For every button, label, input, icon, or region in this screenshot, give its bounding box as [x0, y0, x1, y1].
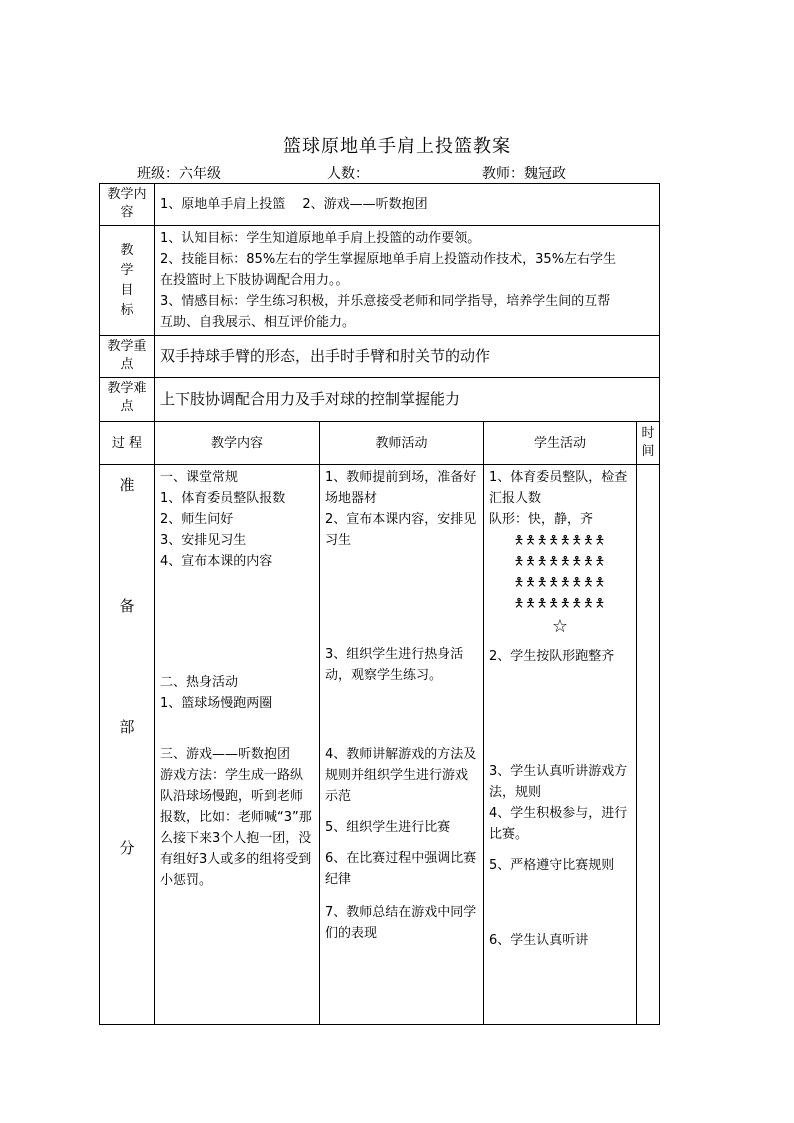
list-item: 1、体育委员整队报数 [160, 491, 286, 506]
formation-row: 🯅🯅🯅🯅🯅🯅🯅🯅 [513, 533, 607, 547]
goal-line: 1、认知目标：学生知道原地单手肩上投篮的动作要领。 [160, 231, 481, 246]
student-column [484, 465, 637, 1025]
section-label: 准 备 部 分 [100, 465, 155, 1025]
content-column [155, 465, 320, 1025]
formation-row: 🯅🯅🯅🯅🯅🯅🯅🯅 [513, 596, 607, 610]
goal-line: 2、技能目标：85%左右的学生掌握原地单手肩上投篮动作技术，35%左右学生 [160, 252, 617, 267]
content-text: 1、原地单手肩上投篮 2、游戏——听数抱团 [155, 184, 660, 226]
list-item: 4、教师讲解游戏的方法及规则并组织学生进行游戏示范 [325, 747, 477, 804]
game-description: 游戏方法：学生成一路纵队沿球场慢跑，听到老师报数，比如：老师喊“3”那么接下来3个人抱一团，没有组好3人或多的组将受到小惩罚。 [160, 768, 312, 888]
star-outline-icon: ☆ [551, 616, 569, 637]
list-item: 3、组织学生进行热身活动，观察学生练习。 [325, 647, 464, 683]
list-item: 1、教师提前到场，准备好场地器材 [325, 470, 477, 506]
header-content: 教学内容 [155, 422, 320, 465]
lesson-plan-table [99, 183, 660, 1025]
difficulty-label: 教学难点 [100, 378, 155, 422]
header-teacher: 教师活动 [320, 422, 484, 465]
time-column [637, 465, 660, 1025]
difficulty-text: 上下肢协调配合用力及手对球的控制掌握能力 [155, 378, 660, 422]
header-process: 过 程 [100, 422, 155, 465]
header-time: 时间 [637, 422, 660, 465]
key-point-text: 双手持球手臂的形态，出手时手臂和肘关节的动作 [155, 336, 660, 378]
preparation-row [100, 465, 660, 1025]
list-item: 2、师生问好 [160, 512, 234, 527]
list-item: 5、严格遵守比赛规则 [489, 858, 615, 873]
goals-row [100, 226, 660, 336]
difficulty-row [100, 378, 660, 422]
formation-row: 🯅🯅🯅🯅🯅🯅🯅🯅 [513, 575, 607, 589]
formation-row: 🯅🯅🯅🯅🯅🯅🯅🯅 [513, 554, 607, 568]
list-item: 2、宣布本课内容，安排见习生 [325, 512, 477, 548]
list-item: 一、课堂常规 [160, 470, 239, 485]
goals-label: 教 学 目 标 [100, 226, 155, 336]
list-item: 4、宣布本课的内容 [160, 554, 273, 569]
list-item: 三、游戏——听数抱团 [160, 747, 291, 762]
list-item: 6、在比赛过程中强调比赛纪律 [325, 851, 477, 887]
list-item: 2、学生按队形跑整齐 [489, 649, 615, 664]
list-item: 3、安排见习生 [160, 533, 247, 548]
page-title: 篮球原地单手肩上投篮教案 [283, 136, 511, 157]
list-item: 5、组织学生进行比赛 [325, 820, 451, 835]
list-item: 3、学生认真听讲游戏方法，规则 [489, 764, 628, 800]
list-item: 1、篮球场慢跑两圈 [160, 696, 273, 711]
content-row [100, 184, 660, 226]
list-item: 队形：快，静，齐 [489, 512, 594, 527]
goal-line: 在投篮时上下肢协调配合用力。。 [160, 273, 349, 288]
content-label: 教学内容 [100, 184, 155, 226]
header-student: 学生活动 [484, 422, 637, 465]
list-item: 二、热身活动 [160, 675, 239, 690]
count-info: 人数： [327, 166, 369, 182]
goal-line: 3、情感目标：学生练习积极，并乐意接受老师和同学指导，培养学生间的互帮 [160, 294, 611, 309]
key-point-label: 教学重点 [100, 336, 155, 378]
list-item: 7、教师总结在游戏中同学们的表现 [325, 905, 477, 941]
list-item: 6、学生认真听讲 [489, 933, 589, 948]
key-point-row [100, 336, 660, 378]
goals-text [155, 226, 660, 336]
teacher-info: 教师：魏冠政 [482, 166, 566, 182]
goal-line: 互助、自我展示、相互评价能力。 [160, 315, 356, 330]
class-info: 班级：六年级 [137, 166, 221, 182]
teacher-column [320, 465, 484, 1025]
column-header-row [100, 422, 660, 465]
list-item: 4、学生积极参与，进行比赛。 [489, 806, 628, 842]
list-item: 1、体育委员整队，检查汇报人数 [489, 470, 628, 506]
